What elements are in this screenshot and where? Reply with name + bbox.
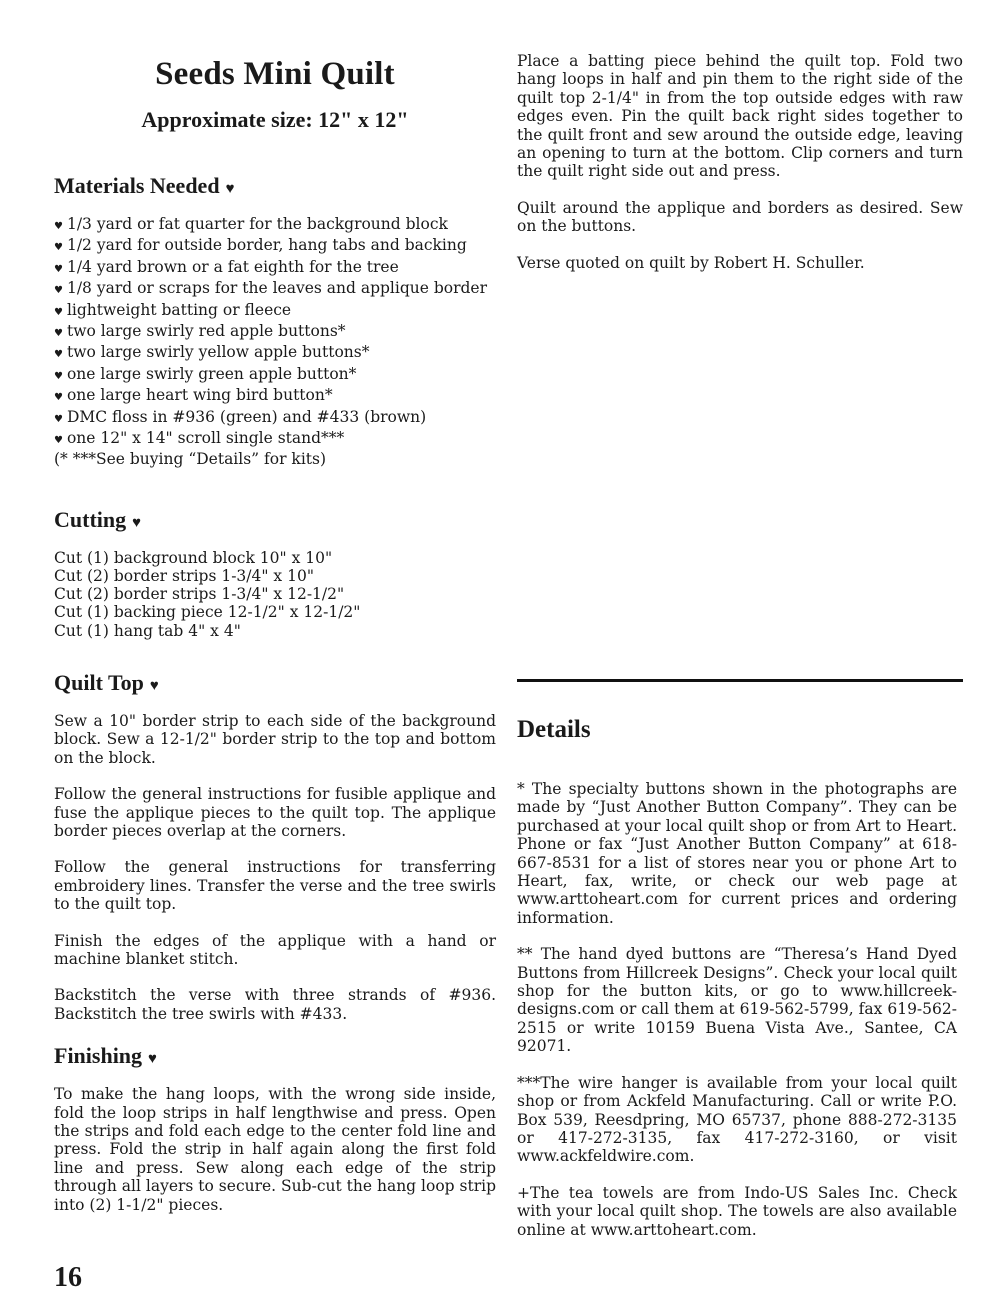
heart-bullet-icon: ♥: [54, 263, 63, 275]
paragraph: Follow the general instructions for transferring embroidery lines. Transfer the verse and the tree swirls to the quilt top.: [54, 858, 496, 914]
heart-bullet-icon: ♥: [54, 435, 63, 447]
materials-list: [54, 215, 496, 450]
cutting-heading: Cutting ♥: [54, 506, 142, 532]
list-item: Cut (1) hang tab 4" x 4": [54, 621, 241, 640]
paragraph: * The specialty buttons shown in the photographs are made by “Just Another Button Company”. They can be purchased at your local quilt shop or from Art to Heart. Phone or fax “Just Another Button Company” at 618-667-8531 for a list of stores near you or phone Art to Heart, fax, write, or check our web page at www.arttoheart.com for current prices and ordering information.: [517, 780, 957, 927]
list-item: ♥ two large swirly yellow apple buttons*: [54, 343, 370, 362]
quilt-top-section: [54, 670, 496, 1023]
heart-icon: ♥: [225, 181, 235, 197]
paragraph: Quilt around the applique and borders as desired. Sew on the buttons.: [517, 198, 963, 236]
heart-bullet-icon: ♥: [54, 349, 63, 361]
paragraph: Verse quoted on quilt by Robert H. Schuller.: [517, 253, 865, 272]
heart-icon: ♥: [149, 677, 159, 694]
list-item: ♥ one 12" x 14" scroll single stand***: [54, 429, 345, 448]
cutting-section: [54, 507, 496, 640]
materials-note: (* ***See buying “Details” for kits): [54, 450, 327, 469]
list-item: Cut (1) backing piece 12-1/2" x 12-1/2": [54, 603, 361, 622]
section-divider: [517, 679, 963, 682]
list-item: ♥ one large swirly green apple button*: [54, 364, 357, 383]
paragraph: +The tea towels are from Indo-US Sales Inc. Check with your local quilt shop. The towels are also available online at www.arttoheart.com.: [517, 1183, 957, 1239]
list-item: ♥ DMC floss in #936 (green) and #433 (brown): [54, 407, 427, 426]
list-item: Cut (1) background block 10" x 10": [54, 548, 333, 567]
page-title: Seeds Mini Quilt: [155, 56, 395, 92]
heart-bullet-icon: ♥: [54, 285, 63, 297]
list-item: ♥ 1/8 yard or scraps for the leaves and applique border: [54, 279, 487, 298]
paragraph: ***The wire hanger is available from your local quilt shop or from Ackfeld Manufacturing. Call or write P.O. Box 539, Reesdpring, MO 65737, phone 888-272-3135 or 417-272-3135, fax 417-272-3160, or visit www.ackfeldwire.com.: [517, 1073, 957, 1166]
list-item: ♥ one large heart wing bird button*: [54, 386, 333, 405]
list-item: ♥ 1/4 yard brown or a fat eighth for the tree: [54, 257, 399, 276]
paragraph: Follow the general instructions for fusible applique and fuse the applique pieces to the quilt top. The applique border pieces overlap at the corners.: [54, 785, 496, 840]
list-item: Cut (2) border strips 1-3/4" x 12-1/2": [54, 585, 345, 604]
materials-section: [54, 173, 496, 469]
heart-bullet-icon: ♥: [54, 242, 63, 254]
paragraph: Backstitch the verse with three strands of #936. Backstitch the tree swirls with #433.: [54, 986, 496, 1023]
heart-bullet-icon: ♥: [54, 328, 63, 340]
heart-bullet-icon: ♥: [54, 306, 63, 318]
heart-bullet-icon: ♥: [54, 370, 63, 382]
heart-bullet-icon: ♥: [54, 392, 63, 404]
quilt-top-heading: Quilt Top ♥: [54, 669, 159, 695]
list-item: ♥ 1/3 yard or fat quarter for the background block: [54, 215, 448, 233]
heart-icon: ♥: [132, 514, 142, 531]
heart-bullet-icon: ♥: [54, 221, 63, 232]
materials-heading: Materials Needed ♥: [54, 173, 235, 198]
details-heading: Details: [517, 716, 591, 743]
finishing-heading: Finishing ♥: [54, 1043, 157, 1069]
list-item: Cut (2) border strips 1-3/4" x 10": [54, 567, 314, 586]
paragraph: Finish the edges of the applique with a hand or machine blanket stitch.: [54, 931, 496, 968]
left-column: [54, 52, 496, 1232]
right-column: [517, 52, 963, 290]
heart-bullet-icon: ♥: [54, 413, 63, 425]
paragraph: To make the hang loops, with the wrong side inside, fold the loop strips in half lengthwise and press. Open the strips and fold each edge to the center fold line and press. Fold the strip in half again along the first fold line and press. Sew along each edge of the strip through all layers to secure. Sub-cut the hang loop strip into (2) 1-1/2" pieces.: [54, 1085, 496, 1214]
list-item: ♥ 1/2 yard for outside border, hang tabs and backing: [54, 236, 467, 255]
page-number: 16: [54, 1262, 82, 1293]
heart-icon: ♥: [148, 1051, 157, 1068]
cutting-list: [54, 549, 496, 640]
details-section: [517, 780, 957, 1257]
list-item: ♥ two large swirly red apple buttons*: [54, 322, 346, 341]
paragraph: Place a batting piece behind the quilt top. Fold two hang loops in half and pin them to the right side of the quilt top 2-1/4" in from the top outside edges with raw edges even. Pin the quilt back right sides together to the quilt front and sew around the outside edge, leaving an opening to turn at the bottom. Clip corners and turn the quilt right side out and press.: [517, 52, 963, 181]
list-item: ♥ lightweight batting or fleece: [54, 300, 292, 319]
paragraph: Sew a 10" border strip to each side of the background block. Sew a 12-1/2" border strip to the top and bottom on the block.: [54, 711, 496, 767]
page-subtitle: Approximate size: 12" x 12": [141, 107, 409, 132]
paragraph: ** The hand dyed buttons are “Theresa’s Hand Dyed Buttons from Hillcreek Designs”. Check your local quilt shop for the button kits, or go to www.hillcreek-designs.com or call them at 619-562-5799, fax 619-562-2515 or write 10159 Buena Vista Ave., Santee, CA 92071.: [517, 945, 957, 1056]
finishing-section: [54, 1043, 496, 1214]
